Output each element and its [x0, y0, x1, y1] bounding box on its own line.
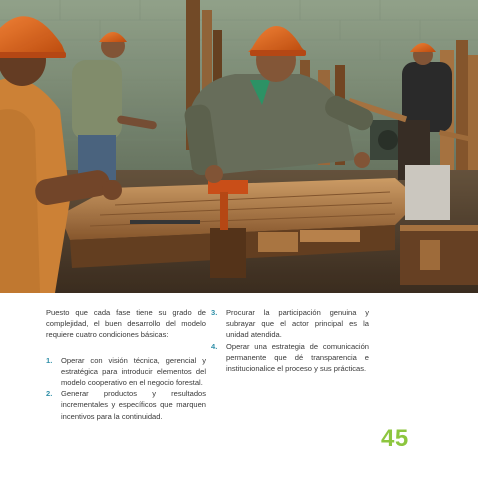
- list-item: [211, 307, 369, 341]
- list-item: [46, 355, 206, 389]
- list-item: [46, 388, 206, 422]
- page-number: 45: [381, 425, 409, 452]
- left-text-column: [46, 307, 206, 422]
- list-item: [211, 341, 369, 375]
- list-item-text: Operar una estrategia de comunicación permanente que dé transparencia e institucionalice el proceso y sus prácticas.: [226, 341, 369, 374]
- list-item-text: Procurar la participación genuina y subrayar que el actor principal es la unidad atendida.: [226, 308, 369, 340]
- list-item-number: 3.: [211, 308, 218, 317]
- list-item-number: 4.: [211, 341, 218, 351]
- intro-paragraph: Puesto que cada fase tiene su grado de complejidad, el buen desarrollo del modelo requiere cuatro condiciones básicas:: [46, 308, 206, 340]
- list-item-number: 2.: [46, 389, 53, 399]
- list-item-text: Generar productos y resultados incrementales y específicos que marquen incentivos para la continuidad.: [61, 389, 206, 421]
- right-text-column: [211, 307, 369, 374]
- list-item-text: Operar con visión técnica, gerencial y estratégica para introducir elementos del modelo cooperativo en el negocio forestal.: [61, 355, 206, 388]
- list-item-number: 1.: [46, 355, 53, 365]
